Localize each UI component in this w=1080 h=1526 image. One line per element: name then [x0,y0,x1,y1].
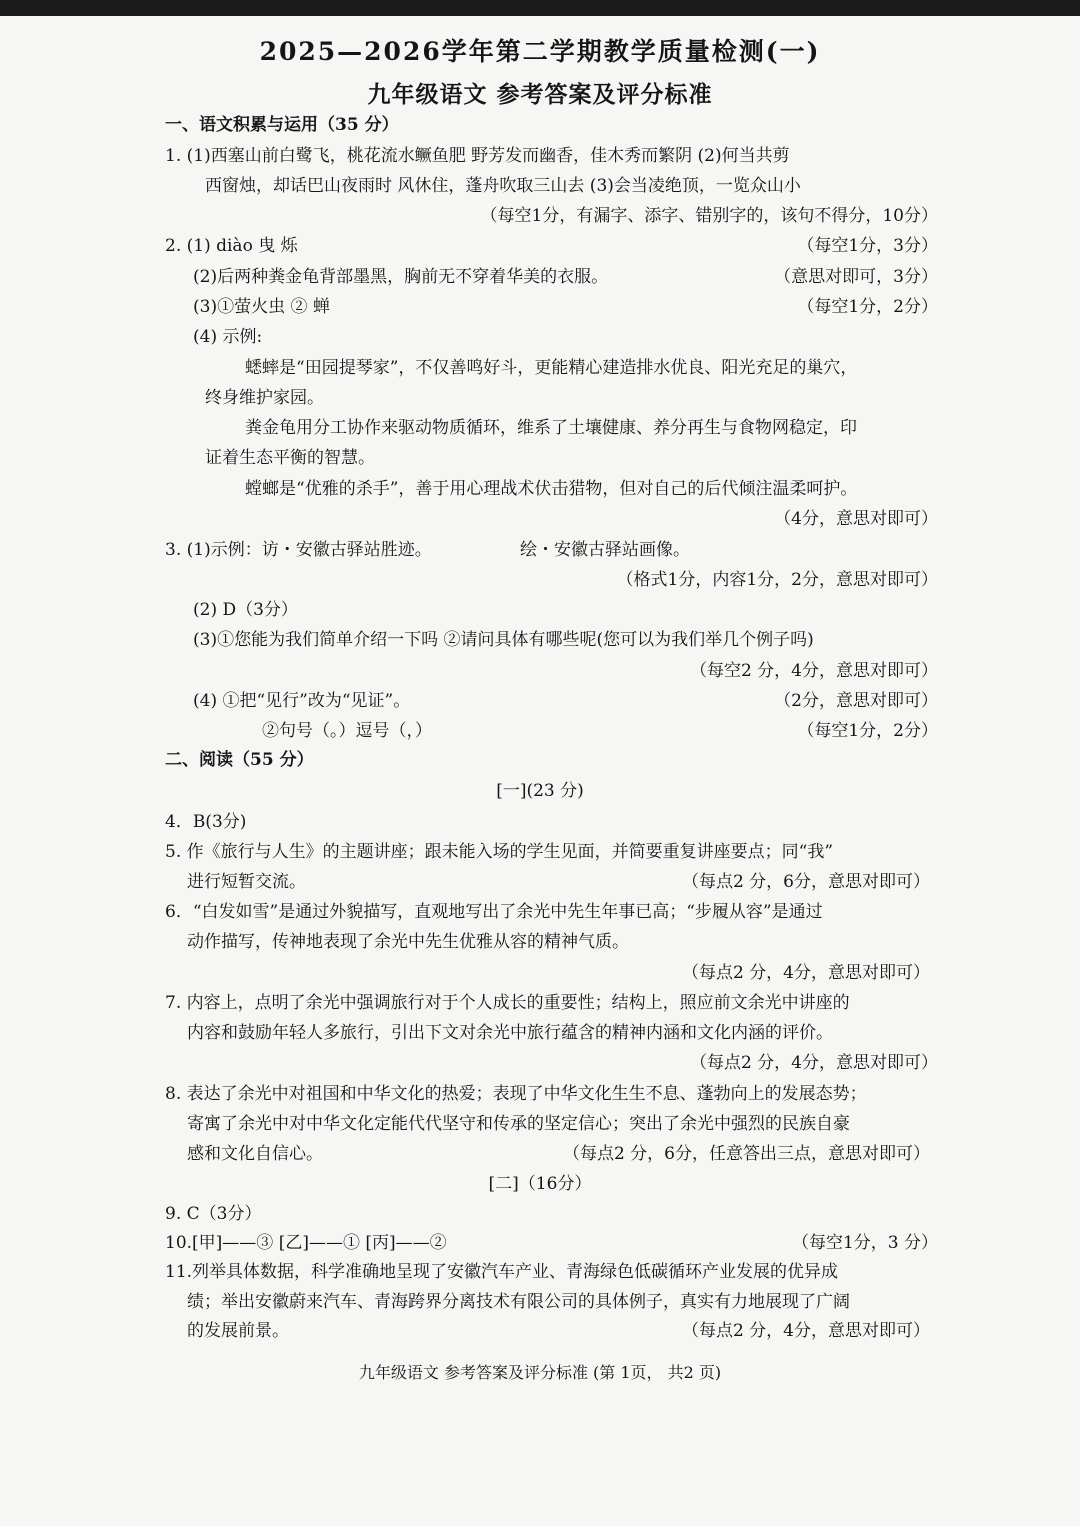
q5-score: （每点2 分，6分，意思对即可） [681,872,930,892]
q3-part1-a: 3. (1)示例：访・安徽古驿站胜迹。 [165,540,432,560]
reading-part2-heading: [二]（16分） [488,1174,592,1194]
answer-sheet-page [0,16,1080,1526]
q2-part3: (3)①萤火虫 ② 蝉 [193,297,330,317]
q3-part1-score: （格式1分，内容1分，2分，意思对即可） [616,570,938,590]
q10-answer: 10.[甲]——③ [乙]——① [丙]——② [165,1233,447,1253]
q7-line1: 7. 内容上，点明了余光中强调旅行对于个人成长的重要性；结构上，照应前文余光中讲座的 [165,993,850,1013]
q1-line1: 1. (1)西塞山前白鹭飞，桃花流水鳜鱼肥 野芳发而幽香，佳木秀而繁阴 (2)何当共剪 [165,146,790,166]
q3-part3-score: （每空2 分，4分，意思对即可） [689,661,938,681]
q7-score: （每点2 分，4分，意思对即可） [689,1053,938,1073]
q6-score: （每点2 分，4分，意思对即可） [681,963,930,983]
q3-part4-b: ②句号（。）逗号（，） [262,721,432,741]
q3-part2: (2) D（3分） [193,600,298,620]
q2-part1-score: （每空1分，3分） [797,236,938,256]
q3-part4-a-score: （2分，意思对即可） [774,691,938,711]
q3-part4-a: (4) ①把“见行”改为“见证”。 [193,691,411,711]
q7-line2: 内容和鼓励年轻人多旅行，引出下文对余光中旅行蕴含的精神内涵和文化内涵的评价。 [187,1023,833,1043]
q8-line3: 感和文化自信心。 [187,1144,323,1164]
q2-example3: 螳螂是“优雅的杀手”，善于用心理战术伏击猎物，但对自己的后代倾注温柔呵护。 [245,479,858,499]
page-title: 2025—2026学年第二学期教学质量检测(一) [259,37,821,66]
q3-part3: (3)①您能为我们简单介绍一下吗 ②请问具体有哪些呢(您可以为我们举几个例子吗) [193,630,814,650]
q8-line1: 8. 表达了余光中对祖国和中华文化的热爱；表现了中华文化生生不息、蓬勃向上的发展态势； [165,1084,867,1104]
q8-score: （每点2 分，6分，任意答出三点，意思对即可） [562,1144,930,1164]
q10-score: （每空1分，3 分） [791,1233,938,1253]
q4-answer: 4．B(3分) [165,812,247,832]
q6-line1: 6．“白发如雪”是通过外貌描写，直观地写出了余光中先生年事已高；“步履从容”是通过 [165,902,823,922]
scan-top-edge [0,0,1080,16]
q11-score: （每点2 分，4分，意思对即可） [681,1321,930,1341]
q1-score: （每空1分，有漏字、添字、错别字的，该句不得分，10分） [480,206,938,226]
q2-example2-b: 证着生态平衡的智慧。 [205,448,375,468]
q3-part1-b: 绘・安徽古驿站画像。 [520,540,690,560]
q5-line2: 进行短暂交流。 [187,872,306,892]
page-subtitle: 九年级语文 参考答案及评分标准 [367,81,713,108]
q8-line2: 寄寓了余光中对中华文化定能代代坚守和传承的坚定信心；突出了余光中强烈的民族自豪 [187,1114,850,1134]
q5-line1: 5. 作《旅行与人生》的主题讲座；跟未能入场的学生见面，并简要重复讲座要点；同“我” [165,842,834,862]
q2-part4: (4) 示例: [193,327,263,347]
q11-line3: 的发展前景。 [187,1321,289,1341]
page-footer: 九年级语文 参考答案及评分标准 (第 1页， 共2 页) [358,1363,722,1382]
section1-heading: 一、语文积累与运用（35 分） [165,115,399,135]
q2-part1: 2. (1) diào 曳 烁 [165,236,298,256]
q2-part2: (2)后两种粪金龟背部墨黑，胸前无不穿着华美的衣服。 [193,267,609,287]
q2-example2-a: 粪金龟用分工协作来驱动物质循环，维系了土壤健康、养分再生与食物网稳定，印 [245,418,857,438]
reading-part1-heading: [一](23 分) [496,781,584,801]
q1-line2: 西窗烛，却话巴山夜雨时 风休住，蓬舟吹取三山去 (3)会当凌绝顶，一览众山小 [205,176,801,196]
q6-line2: 动作描写，传神地表现了余光中先生优雅从容的精神气质。 [187,932,629,952]
section2-heading: 二、阅读（55 分） [165,750,314,770]
q3-part4-b-score: （每空1分，2分） [797,721,938,741]
q2-example1-a: 蟋蟀是“田园提琴家”，不仅善鸣好斗，更能精心建造排水优良、阳光充足的巢穴， [245,358,858,378]
q2-part3-score: （每空1分，2分） [797,297,938,317]
q2-part4-score: （4分，意思对即可） [774,509,938,529]
q11-line1: 11.列举具体数据，科学准确地呈现了安徽汽车产业、青海绿色低碳循环产业发展的优异成 [165,1262,839,1282]
q11-line2: 绩；举出安徽蔚来汽车、青海跨界分离技术有限公司的具体例子，真实有力地展现了广阔 [187,1292,850,1312]
q2-example1-b: 终身维护家园。 [205,388,324,408]
q2-part2-score: （意思对即可，3分） [774,267,938,287]
q9-answer: 9. C（3分） [165,1204,262,1224]
